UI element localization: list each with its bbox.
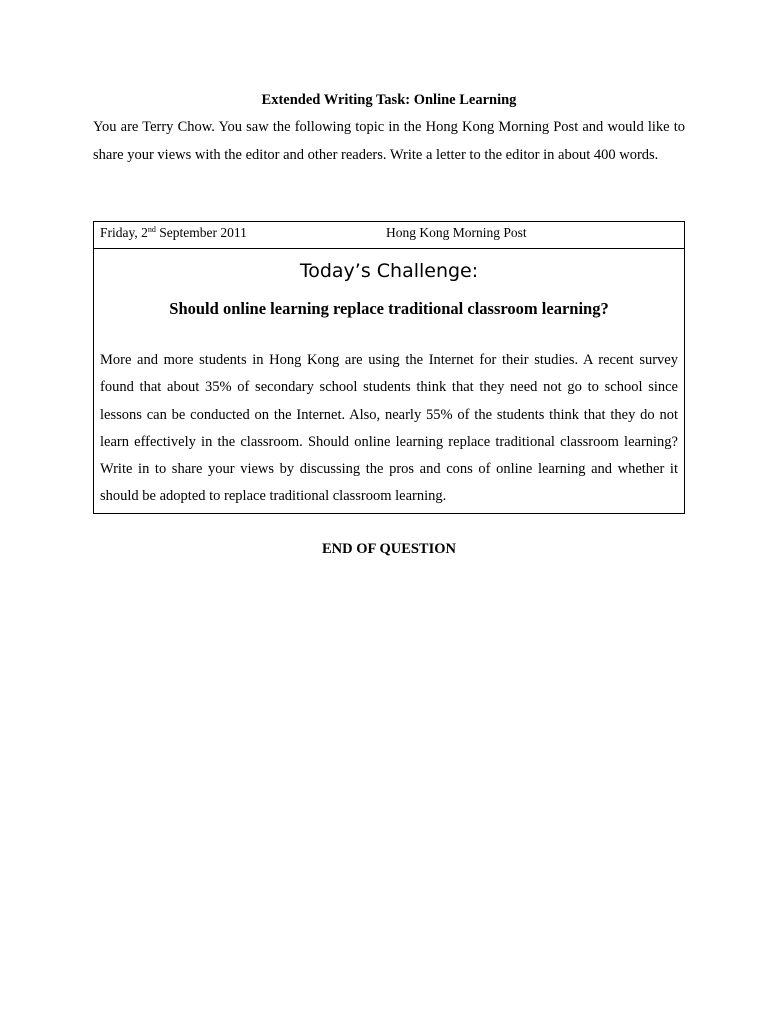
article-date bbox=[100, 225, 247, 241]
challenge-question: Should online learning replace traditional classroom learning? bbox=[169, 299, 609, 318]
newspaper-article-box bbox=[93, 221, 685, 514]
date-day: Friday, 2 bbox=[100, 225, 148, 240]
article-header bbox=[94, 222, 684, 249]
article-body: More and more students in Hong Kong are using the Internet for their studies. A recent survey found that about 35% of secondary school students think that they need not go to school since lessons can be conducted on the Internet. Also, nearly 55% of the students think that they do not learn effectively in the classroom. Should online learning replace traditional classroom learning? Write in to share your views by discussing the pros and cons of online learning and whether it should be adopted to replace traditional classroom learning. bbox=[100, 352, 678, 505]
task-title: Extended Writing Task: Online Learning bbox=[261, 92, 517, 108]
date-ordinal-suffix: nd bbox=[147, 225, 156, 234]
date-month-year: September 2011 bbox=[155, 225, 247, 240]
newspaper-name: Hong Kong Morning Post bbox=[386, 225, 527, 240]
task-instructions: You are Terry Chow. You saw the following topic in the Hong Kong Morning Post and would like to share your views with the editor and other readers. Write a letter to the editor in about 400 words. bbox=[93, 119, 685, 163]
challenge-heading: Today’s Challenge: bbox=[299, 260, 479, 282]
end-of-question: END OF QUESTION bbox=[321, 541, 456, 557]
